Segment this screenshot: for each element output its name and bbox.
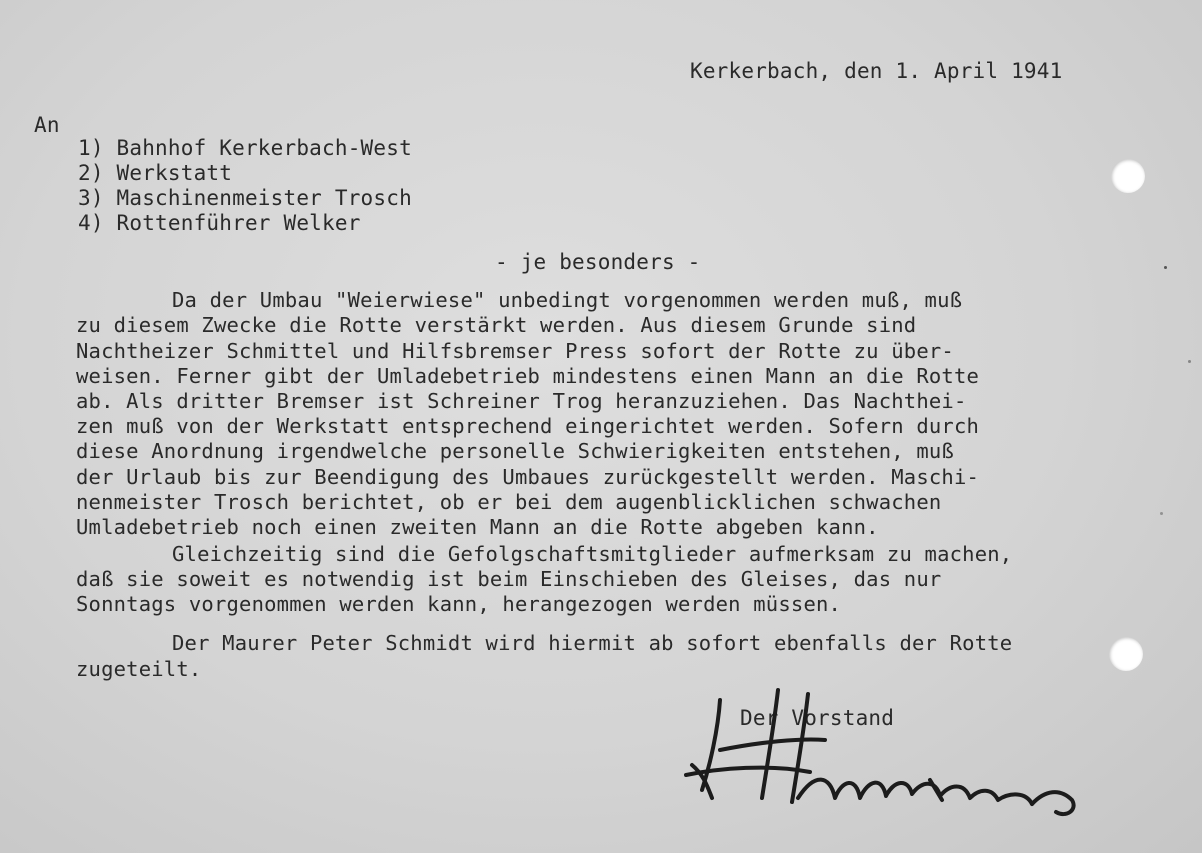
- closing-line-1: Der Maurer Peter Schmidt wird hiermit ab sofort ebenfalls der Rotte: [172, 631, 1013, 655]
- paper-speck: [1188, 360, 1191, 363]
- body-line-5: ab. Als dritter Bremser ist Schreiner Trog heranzuziehen. Das Nachthei-: [76, 389, 967, 413]
- punch-hole-top: [1111, 159, 1145, 193]
- body-line-2: zu diesem Zwecke die Rotte verstärkt werden. Aus diesem Grunde sind: [76, 313, 917, 337]
- paper-speck: [1164, 266, 1167, 269]
- subtitle: - je besonders -: [495, 250, 701, 274]
- body-line-10: Umladebetrieb noch einen zweiten Mann an die Rotte abgeben kann.: [76, 515, 879, 539]
- salutation: An: [34, 113, 60, 137]
- recipient-2: 2) Werkstatt: [78, 161, 233, 185]
- body-line-12: daß sie soweit es notwendig ist beim Einschieben des Gleises, das nur: [76, 567, 942, 591]
- body-line-6: zen muß von der Werkstatt entsprechend eingerichtet werden. Sofern durch: [76, 414, 980, 438]
- closing-line-2: zugeteilt.: [76, 657, 202, 681]
- signoff: Der Vorstand: [740, 706, 895, 730]
- recipient-1: 1) Bahnhof Kerkerbach-West: [78, 136, 412, 160]
- paper-speck: [1160, 512, 1163, 515]
- recipient-3: 3) Maschinenmeister Trosch: [78, 186, 412, 210]
- recipient-4: 4) Rottenführer Welker: [78, 211, 361, 235]
- body-line-11: Gleichzeitig sind die Gefolgschaftsmitglieder aufmerksam zu machen,: [172, 542, 1013, 566]
- body-line-8: der Urlaub bis zur Beendigung des Umbaues zurückgestellt werden. Maschi-: [76, 465, 980, 489]
- body-line-7: diese Anordnung irgendwelche personelle Schwierigkeiten entstehen, muß: [76, 439, 954, 463]
- body-line-13: Sonntags vorgenommen werden kann, herangezogen werden müssen.: [76, 592, 842, 616]
- dateline: Kerkerbach, den 1. April 1941: [690, 59, 1063, 83]
- body-line-9: nenmeister Trosch berichtet, ob er bei dem augenblicklichen schwachen: [76, 490, 942, 514]
- body-line-1: Da der Umbau "Weierwiese" unbedingt vorgenommen werden muß, muß: [172, 288, 963, 312]
- punch-hole-bottom: [1109, 637, 1143, 671]
- body-line-3: Nachtheizer Schmittel und Hilfsbremser Press sofort der Rotte zu über-: [76, 339, 954, 363]
- handwritten-signature: [680, 680, 1100, 840]
- body-line-4: weisen. Ferner gibt der Umladebetrieb mindestens einen Mann an die Rotte: [76, 364, 980, 388]
